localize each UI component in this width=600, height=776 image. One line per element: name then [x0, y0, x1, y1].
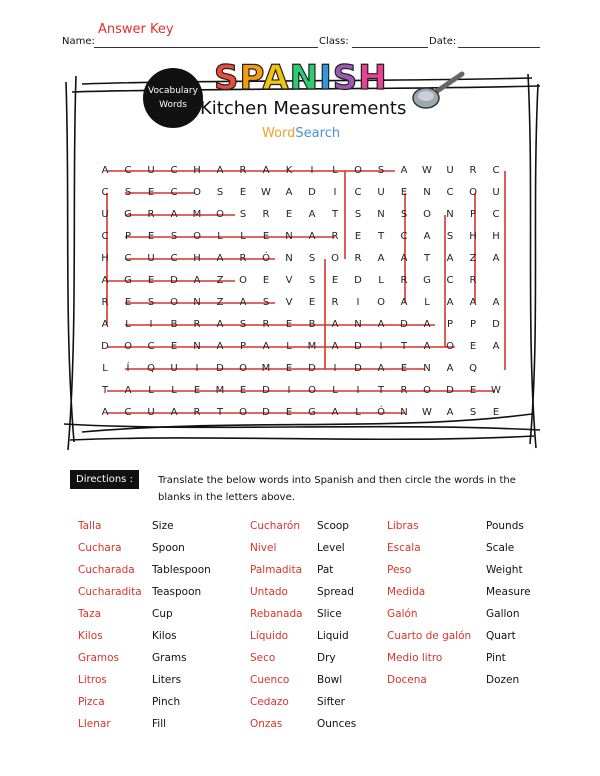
spanish-word: Peso [387, 564, 412, 576]
grid-letter[interactable]: E [239, 187, 247, 198]
grid-letter[interactable]: D [492, 319, 500, 330]
search-label: Search [295, 126, 341, 141]
grid-letter[interactable]: L [217, 231, 223, 242]
grid-letter[interactable]: W [261, 187, 271, 198]
spanish-word: Cuarto de galón [387, 630, 472, 642]
grid-letter[interactable]: D [308, 363, 316, 374]
grid-letter[interactable]: K [285, 165, 293, 176]
english-word: Quart [486, 630, 516, 642]
grid-letter[interactable]: L [424, 297, 430, 308]
grid-letter[interactable]: S [216, 187, 224, 198]
spanish-word: Cucharón [250, 520, 301, 532]
grid-letter[interactable]: R [193, 407, 201, 418]
grid-letter[interactable]: A [446, 363, 454, 374]
grid-letter[interactable]: E [469, 341, 477, 352]
grid-letter[interactable]: A [423, 319, 431, 330]
english-word: Dry [317, 652, 336, 664]
english-word: Bowl [317, 674, 343, 686]
grid-letter[interactable]: E [354, 231, 362, 242]
grid-letter[interactable]: P [446, 319, 454, 330]
grid-letter[interactable]: L [355, 407, 361, 418]
grid-letter[interactable]: C [400, 231, 408, 242]
english-word: Spoon [152, 542, 185, 554]
grid-letter[interactable]: S [354, 209, 362, 220]
grid-letter[interactable]: N [285, 253, 293, 264]
english-word: Pounds [486, 520, 524, 532]
grid-letter[interactable]: S [308, 275, 316, 286]
grid-letter[interactable]: N [354, 319, 362, 330]
measuring-spoon-icon [410, 66, 466, 116]
grid-letter[interactable]: L [125, 319, 131, 330]
grid-letter[interactable]: B [308, 319, 316, 330]
grid-letter[interactable]: A [377, 363, 385, 374]
grid-letter[interactable]: A [170, 209, 178, 220]
grid-letter[interactable]: R [239, 165, 247, 176]
grid-letter[interactable]: L [102, 363, 108, 374]
grid-letter[interactable]: O [423, 209, 431, 220]
grid-letter[interactable]: D [308, 187, 316, 198]
english-word: Pinch [152, 696, 181, 708]
grid-letter[interactable]: R [262, 319, 270, 330]
grid-letter[interactable]: M [192, 209, 202, 220]
grid-letter[interactable]: C [124, 407, 132, 418]
grid-letter[interactable]: M [215, 385, 225, 396]
grid-letter[interactable]: E [469, 385, 477, 396]
grid-letter[interactable]: O [124, 341, 132, 352]
grid-letter[interactable]: A [331, 319, 339, 330]
grid-letter[interactable]: S [469, 407, 477, 418]
spanish-word: Medio litro [387, 652, 443, 664]
answer-lines [95, 160, 515, 418]
grid-letter[interactable]: E [492, 407, 500, 418]
grid-letter[interactable]: T [423, 253, 431, 264]
grid-letter[interactable]: E [124, 297, 132, 308]
grid-letter[interactable]: C [101, 231, 109, 242]
english-word: Scale [486, 542, 515, 554]
grid-letter[interactable]: A [101, 407, 109, 418]
grid-letter[interactable]: D [101, 341, 109, 352]
grid-letter[interactable]: D [400, 319, 408, 330]
grid-letter[interactable]: U [446, 165, 454, 176]
grid-letter[interactable]: S [377, 165, 385, 176]
grid-letter[interactable]: M [261, 363, 271, 374]
grid-letter[interactable]: L [171, 385, 177, 396]
grid-letter[interactable]: C [354, 187, 362, 198]
grid-letter[interactable]: W [422, 165, 432, 176]
english-word: Size [152, 520, 174, 532]
english-word: Sifter [317, 696, 345, 708]
spanish-word: Libras [387, 520, 419, 532]
grid-letter[interactable]: R [193, 319, 201, 330]
grid-letter[interactable]: P [124, 231, 132, 242]
grid-letter[interactable]: N [377, 209, 385, 220]
grid-letter[interactable]: A [446, 297, 454, 308]
grid-letter[interactable]: D [354, 275, 362, 286]
title-letter: A [262, 58, 290, 98]
grid-letter[interactable]: G [124, 275, 132, 286]
grid-letter[interactable]: O [170, 297, 178, 308]
grid-letter[interactable]: S [400, 209, 408, 220]
grid-letter[interactable]: C [147, 341, 155, 352]
grid-letter[interactable]: R [147, 209, 155, 220]
grid-letter[interactable]: A [331, 407, 339, 418]
title-letter: N [289, 58, 320, 98]
grid-letter[interactable]: O [331, 253, 339, 264]
grid-letter[interactable]: O [377, 297, 385, 308]
english-word: Dozen [486, 674, 520, 686]
grid-letter[interactable]: H [492, 231, 500, 242]
grid-letter[interactable]: Í [126, 363, 130, 374]
grid-letter[interactable]: Q [469, 363, 477, 374]
grid-letter[interactable]: E [147, 187, 155, 198]
grid-letter[interactable]: G [308, 407, 316, 418]
grid-letter[interactable]: H [193, 253, 201, 264]
title-letter: H [358, 58, 388, 98]
spanish-word: Pizca [78, 696, 105, 708]
grid-letter[interactable]: D [354, 341, 362, 352]
spanish-word: Litros [78, 674, 107, 686]
spanish-word: Untado [250, 586, 288, 598]
spanish-word: Cuchara [78, 542, 122, 554]
grid-letter[interactable]: A [216, 165, 224, 176]
grid-letter[interactable]: R [469, 165, 477, 176]
grid-letter[interactable]: B [170, 319, 178, 330]
grid-letter[interactable]: C [492, 165, 500, 176]
grid-letter[interactable]: H [469, 231, 477, 242]
directions-badge: Directions : [70, 470, 139, 489]
title-letter: S [214, 58, 240, 98]
grid-letter[interactable]: A [285, 187, 293, 198]
grid-letter[interactable]: O [446, 341, 454, 352]
grid-letter[interactable]: A [377, 319, 385, 330]
grid-letter[interactable]: Z [216, 297, 224, 308]
grid-letter[interactable]: A [101, 165, 109, 176]
name-label: Name: [62, 36, 95, 47]
grid-letter[interactable]: C [170, 253, 178, 264]
spanish-word: Cedazo [250, 696, 289, 708]
grid-letter[interactable]: A [124, 385, 132, 396]
grid-letter[interactable]: U [147, 253, 155, 264]
grid-letter[interactable]: O [354, 165, 362, 176]
class-label: Class: [319, 36, 349, 47]
grid-letter[interactable]: E [285, 319, 293, 330]
spanish-word: Cucharada [78, 564, 135, 576]
grid-letter[interactable]: P [469, 319, 477, 330]
english-word: Scoop [317, 520, 349, 532]
grid-letter[interactable]: O [239, 407, 247, 418]
english-word: Liquid [317, 630, 349, 642]
grid-letter[interactable]: T [216, 407, 224, 418]
grid-letter[interactable]: N [423, 363, 431, 374]
grid-letter[interactable]: T [377, 231, 385, 242]
spanish-word: Cucharadita [78, 586, 142, 598]
grid-letter[interactable]: C [446, 275, 454, 286]
english-word: Pat [317, 564, 334, 576]
grid-letter[interactable]: A [400, 165, 408, 176]
grid-letter[interactable]: S [446, 231, 454, 242]
title-letter: P [239, 58, 263, 98]
name-field[interactable] [94, 47, 318, 48]
grid-letter[interactable]: P [239, 341, 247, 352]
grid-letter[interactable]: I [333, 187, 337, 198]
spanish-word: Palmadita [250, 564, 303, 576]
grid-letter[interactable]: E [400, 363, 408, 374]
grid-letter[interactable]: E [400, 187, 408, 198]
grid-letter[interactable]: E [262, 231, 270, 242]
spanish-word: Galón [387, 608, 418, 620]
grid-letter[interactable]: L [332, 385, 338, 396]
grid-letter[interactable]: L [286, 341, 292, 352]
grid-letter[interactable]: A [308, 209, 316, 220]
grid-letter[interactable]: C [492, 209, 500, 220]
grid-letter[interactable]: I [195, 363, 199, 374]
grid-letter[interactable]: A [492, 341, 500, 352]
word-search-label [262, 126, 340, 141]
grid-letter[interactable]: A [101, 319, 109, 330]
grid-letter[interactable]: S [147, 297, 155, 308]
spanish-word: Onzas [250, 718, 283, 730]
grid-letter[interactable]: R [354, 253, 362, 264]
worksheet-subtitle: Kitchen Measurements [200, 98, 407, 119]
grid-letter[interactable]: U [377, 187, 385, 198]
grid-letter[interactable]: I [333, 363, 337, 374]
grid-letter[interactable]: H [101, 253, 109, 264]
english-word: Teaspoon [152, 586, 202, 598]
grid-letter[interactable]: L [332, 165, 338, 176]
grid-letter[interactable]: O [239, 363, 247, 374]
grid-letter[interactable]: V [285, 275, 293, 286]
english-word: Tablespoon [152, 564, 211, 576]
grid-letter[interactable]: A [216, 253, 224, 264]
english-word: Kilos [152, 630, 177, 642]
grid-letter[interactable]: C [124, 253, 132, 264]
english-word: Level [317, 542, 345, 554]
grid-letter[interactable]: O [239, 275, 247, 286]
grid-letter[interactable]: R [469, 275, 477, 286]
grid-letter[interactable]: L [378, 275, 384, 286]
grid-letter[interactable]: U [147, 165, 155, 176]
grid-letter[interactable]: N [423, 187, 431, 198]
directions-text: Translate the below words into Spanish and then circle the words in the blanks in the letters above. [158, 475, 516, 503]
english-word: Cup [152, 608, 173, 620]
grid-letter[interactable]: A [262, 165, 270, 176]
grid-letter[interactable]: C [170, 187, 178, 198]
grid-letter[interactable]: A [101, 275, 109, 286]
grid-letter[interactable]: R [331, 297, 339, 308]
english-word: Pint [486, 652, 506, 664]
grid-letter[interactable]: H [193, 165, 201, 176]
grid-letter[interactable]: A [308, 231, 316, 242]
english-word: Weight [486, 564, 523, 576]
grid-letter[interactable]: V [285, 297, 293, 308]
grid-letter[interactable]: E [147, 231, 155, 242]
grid-letter[interactable]: E [170, 341, 178, 352]
grid-letter[interactable]: A [492, 253, 500, 264]
grid-letter[interactable]: O [216, 209, 224, 220]
grid-letter[interactable]: D [446, 385, 454, 396]
grid-letter[interactable]: E [262, 275, 270, 286]
english-word: Gallon [486, 608, 520, 620]
grid-letter[interactable]: I [149, 319, 153, 330]
grid-letter[interactable]: A [377, 253, 385, 264]
grid-letter[interactable]: R [400, 275, 408, 286]
grid-letter[interactable]: S [124, 187, 132, 198]
spanish-word: Seco [250, 652, 276, 664]
spanish-word: Medida [387, 586, 426, 598]
spanish-word: Cuenco [250, 674, 290, 686]
grid-letter[interactable]: D [170, 275, 178, 286]
grid-letter[interactable]: S [308, 253, 316, 264]
title-letter: S [332, 58, 359, 98]
grid-letter[interactable]: E [193, 385, 201, 396]
grid-letter[interactable]: U [101, 209, 109, 220]
word-label: Word [262, 126, 296, 141]
badge-line-1: Vocabulary [148, 86, 198, 96]
grid-letter[interactable]: Z [216, 275, 224, 286]
spanish-word: Llenar [78, 718, 111, 730]
grid-letter[interactable]: A [262, 341, 270, 352]
badge-line-2: Words [159, 100, 187, 110]
grid-letter[interactable]: Z [469, 253, 477, 264]
grid-letter[interactable]: O [469, 187, 477, 198]
grid-letter[interactable]: M [307, 341, 317, 352]
grid-letter[interactable]: I [310, 165, 314, 176]
spanish-word: Docena [387, 674, 427, 686]
grid-letter[interactable]: A [469, 297, 477, 308]
spanish-word: Nivel [250, 542, 277, 554]
grid-letter[interactable]: A [446, 407, 454, 418]
english-word: Slice [317, 608, 342, 620]
grid-letter[interactable]: R [400, 385, 408, 396]
english-word: Liters [152, 674, 182, 686]
grid-letter[interactable]: A [239, 297, 247, 308]
grid-letter[interactable]: A [331, 341, 339, 352]
grid-letter[interactable]: T [400, 341, 408, 352]
grid-letter[interactable]: E [147, 275, 155, 286]
grid-letter[interactable]: O [308, 385, 316, 396]
grid-letter[interactable]: S [170, 231, 178, 242]
grid-letter[interactable]: O [423, 385, 431, 396]
vocabulary-badge [143, 68, 203, 128]
answer-key-label: Answer Key [98, 22, 174, 37]
grid-letter[interactable]: I [287, 385, 291, 396]
grid-letter[interactable]: R [101, 297, 109, 308]
grid-letter[interactable]: C [170, 165, 178, 176]
spanish-word: Líquido [250, 630, 289, 642]
grid-letter[interactable]: S [239, 319, 247, 330]
grid-letter[interactable]: I [379, 341, 383, 352]
grid-letter[interactable]: C [446, 187, 454, 198]
grid-letter[interactable]: Q [147, 363, 155, 374]
grid-letter[interactable]: U [492, 187, 500, 198]
grid-letter[interactable]: P [469, 209, 477, 220]
grid-letter[interactable]: Ó [262, 253, 270, 264]
spanish-word: Gramos [78, 652, 120, 664]
date-field[interactable] [458, 47, 540, 48]
class-field[interactable] [352, 47, 428, 48]
grid-letter[interactable]: I [356, 297, 360, 308]
grid-letter[interactable]: O [193, 231, 201, 242]
english-word: Ounces [317, 718, 357, 730]
grid-letter[interactable]: A [423, 231, 431, 242]
grid-letter[interactable]: N [285, 231, 293, 242]
grid-letter[interactable]: W [422, 407, 432, 418]
spanish-word: Escala [387, 542, 421, 554]
grid-letter[interactable]: A [400, 253, 408, 264]
grid-letter[interactable]: D [354, 363, 362, 374]
grid-letter[interactable]: U [147, 407, 155, 418]
grid-letter[interactable]: G [423, 275, 431, 286]
grid-letter[interactable]: E [331, 275, 339, 286]
grid-letter[interactable]: A [216, 341, 224, 352]
grid-letter[interactable]: A [193, 275, 201, 286]
date-label: Date: [429, 36, 457, 47]
grid-letter[interactable]: N [446, 209, 454, 220]
english-word: Grams [152, 652, 187, 664]
spanish-word: Kilos [78, 630, 103, 642]
grid-letter[interactable]: D [262, 385, 270, 396]
grid-letter[interactable]: E [239, 385, 247, 396]
grid-letter[interactable]: D [262, 407, 270, 418]
title-letter: I [319, 58, 333, 98]
grid-letter[interactable]: R [262, 209, 270, 220]
english-word: Fill [152, 718, 167, 730]
grid-letter[interactable]: A [170, 407, 178, 418]
grid-letter[interactable]: Ó [377, 407, 385, 418]
grid-letter[interactable]: N [193, 297, 201, 308]
worksheet-title [214, 58, 388, 98]
grid-letter[interactable]: E [285, 209, 293, 220]
grid-letter[interactable]: E [285, 407, 293, 418]
spanish-word: Rebanada [250, 608, 303, 620]
grid-letter[interactable]: N [193, 341, 201, 352]
spanish-word: Taza [78, 608, 102, 620]
grid-letter[interactable]: N [400, 407, 408, 418]
grid-letter[interactable]: I [356, 385, 360, 396]
english-word: Spread [317, 586, 354, 598]
grid-letter[interactable]: E [285, 363, 293, 374]
spanish-word: Talla [78, 520, 102, 532]
grid-letter[interactable]: S [239, 209, 247, 220]
grid-letter[interactable]: T [377, 385, 385, 396]
grid-letter[interactable]: W [491, 385, 501, 396]
grid-letter[interactable]: C [124, 165, 132, 176]
grid-letter[interactable]: D [216, 363, 224, 374]
grid-letter[interactable]: O [193, 187, 201, 198]
grid-letter[interactable]: R [239, 253, 247, 264]
grid-letter[interactable]: C [101, 187, 109, 198]
grid-letter[interactable]: A [423, 341, 431, 352]
word-search-grid [95, 160, 515, 418]
grid-letter[interactable]: A [216, 319, 224, 330]
grid-letter[interactable]: E [308, 297, 316, 308]
grid-letter[interactable]: S [262, 297, 270, 308]
grid-letter[interactable]: A [400, 297, 408, 308]
grid-letter[interactable]: U [170, 363, 178, 374]
grid-letter[interactable]: A [446, 253, 454, 264]
grid-letter[interactable]: A [492, 297, 500, 308]
grid-letter[interactable]: T [101, 385, 109, 396]
grid-letter[interactable]: T [331, 209, 339, 220]
grid-letter[interactable]: R [331, 231, 339, 242]
grid-letter[interactable]: L [240, 231, 246, 242]
grid-letter[interactable]: L [148, 385, 154, 396]
english-word: Measure [486, 586, 531, 598]
grid-letter[interactable]: G [124, 209, 132, 220]
